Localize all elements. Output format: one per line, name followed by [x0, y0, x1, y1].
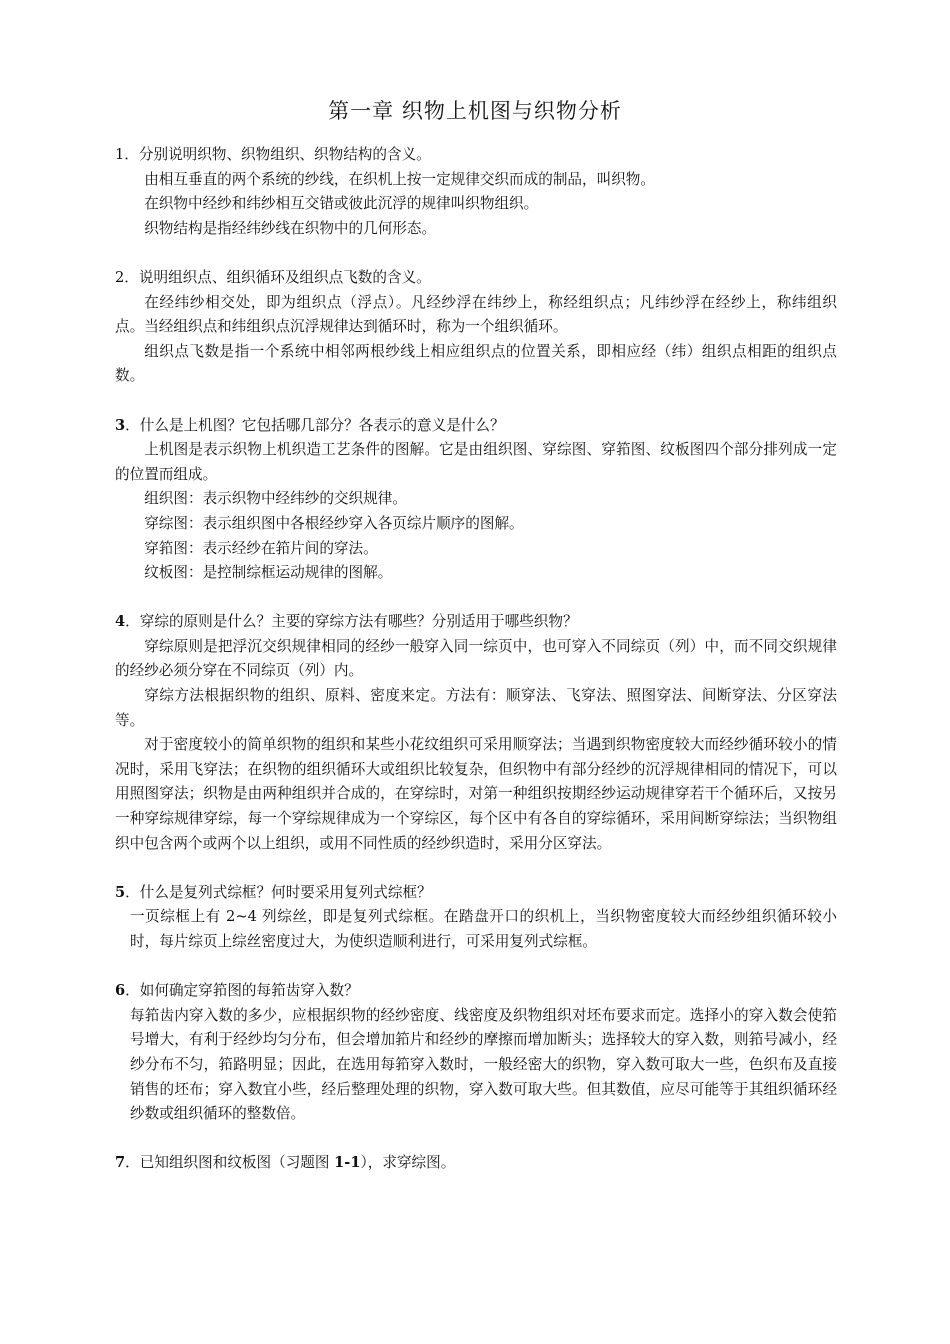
document-body: [115, 143, 837, 1176]
question-text-end: ），求穿综图。: [360, 1154, 456, 1172]
chapter-title: 第一章 织物上机图与织物分析: [328, 99, 622, 123]
question-heading: [115, 1151, 837, 1176]
section-gap: [115, 856, 837, 881]
question-number: 5: [115, 883, 126, 901]
section-gap: [115, 389, 837, 414]
question-text: ．说明组织点、组织循环及组织点飞数的含义。: [124, 268, 431, 286]
question-number: 3: [115, 416, 126, 434]
question-heading: [115, 610, 837, 635]
answer-paragraph: 纹板图：是控制综框运动规律的图解。: [144, 564, 393, 582]
answer-paragraph: 上机图是表示织物上机织造工艺条件的图解。它是由组织图、穿综图、穿筘图、纹板图四个部分排列成一定的位置而组成。: [115, 441, 837, 483]
answer-paragraph: 穿综原则是把浮沉交织规律相同的经纱一般穿入同一综页中，也可穿入不同综页（列）中，而不同交织规律的经纱必须分穿在不同综页（列）内。: [115, 637, 837, 680]
section-gap: [115, 241, 837, 266]
question-heading: [115, 414, 837, 439]
section-gap: [115, 1127, 837, 1152]
answer-paragraph: 由相互垂直的两个系统的纱线，在织机上按一定规律交织而成的制品，叫织物。: [144, 170, 655, 188]
figure-reference: 1-1: [334, 1154, 361, 1172]
section-gap: [115, 586, 837, 611]
question-text: ．已知组织图和纹板图（习题图: [125, 1154, 335, 1172]
question-text: ．如何确定穿筘图的每筘齿穿入数？: [125, 982, 359, 1000]
answer-paragraph: 一页综框上有 2~4 列综丝，即是复列式综框。在踏盘开口的织机上，当织物密度较大而经纱组织循环较小时，每片综页上综丝密度过大，为使织造顺利进行，可采用复列式综框。: [130, 908, 837, 950]
question-2: [115, 266, 837, 389]
answer-paragraph: 对于密度较小的简单织物的组织和某些小花纹组织可采用顺穿法；当遇到织物密度较大而经纱循环较小的情况时，采用飞穿法；在织物的组织循环大或组织比较复杂，但织物中有部分经纱的沉浮规律相同的情况下，可以用照图穿法；织物是由两种组织并合成的，在穿综时，对第一种组织按期经纱运动规律穿若干个循环后，又按另一种穿综规律穿综，每一个穿综规律成为一个穿综区，每个区中有各自的穿综循环，采用间断穿综法；当织物组织中包含两个或两个以上组织，或用不同性质的经纱织造时，采用分区穿法。: [115, 736, 837, 852]
answer-paragraph: 穿综方法根据织物的组织、原料、密度来定。方法有：顺穿法、飞穿法、照图穿法、间断穿法、分区穿法等。: [115, 687, 837, 729]
question-text: ．穿综的原则是什么？主要的穿综方法有哪些？分别适用于哪些织物？: [125, 613, 578, 631]
question-text: ．什么是复列式综框？何时要采用复列式综框？: [125, 883, 432, 901]
question-heading: [115, 881, 837, 906]
answer-paragraph: 穿筘图：表示经纱在筘片间的穿法。: [144, 539, 378, 557]
question-number: 4: [115, 613, 126, 631]
question-7: [115, 1151, 837, 1176]
question-heading: [115, 143, 837, 168]
answer-paragraph: 每筘齿内穿入数的多少，应根据织物的经纱密度、线密度及织物组织对坯布要求而定。选择小的穿入数会使筘号增大，有利于经纱均匀分布，但会增加筘片和经纱的摩擦而增加断头；选择较大的穿入数，则筘号减小，经纱分布不匀，筘路明显；因此，在选用每筘穿入数时，一般经密大的织物，穿入数可取大一些，色织布及直接销售的坯布；穿入数宜小些，经后整理处理的织物，穿入数可取大些。但其数值，应尽可能等于其组织循环经纱数或组织循环的整数倍。: [130, 1006, 837, 1123]
question-number: 1: [115, 146, 125, 163]
answer-paragraph: 在经纬纱相交处，即为组织点（浮点）。凡经纱浮在纬纱上，称经组织点；凡纬纱浮在经纱上，称纬组织点。当经组织点和纬组织点沉浮规律达到循环时，称为一个组织循环。: [115, 293, 837, 336]
question-number: 6: [115, 982, 126, 1000]
question-heading: [115, 979, 837, 1004]
question-6: [115, 979, 837, 1127]
question-number: 2: [115, 268, 125, 286]
answer-paragraph: 在织物中经纱和纬纱相互交错或彼此沉浮的规律叫织物组织。: [144, 195, 539, 213]
question-text: ．什么是上机图？它包括哪几部分？各表示的意义是什么？: [125, 416, 505, 434]
answer-paragraph: 组织点飞数是指一个系统中相邻两根纱线上相应组织点的位置关系，即相应经（纬）组织点相距的组织点数。: [115, 342, 837, 385]
question-1: [115, 143, 837, 241]
answer-paragraph: 穿综图：表示组织图中各根经纱穿入各页综片顺序的图解。: [144, 514, 524, 532]
question-number: 7: [115, 1154, 126, 1172]
question-heading: [115, 266, 837, 291]
answer-paragraph: 组织图：表示织物中经纬纱的交织规律。: [144, 490, 407, 508]
answer-paragraph: 织物结构是指经纬纱线在织物中的几何形态。: [144, 219, 437, 237]
question-3: [115, 414, 837, 586]
question-text: ．分别说明织物、织物组织、织物结构的含义。: [124, 146, 431, 163]
section-gap: [115, 955, 837, 980]
question-4: [115, 610, 837, 856]
question-5: [115, 881, 837, 955]
